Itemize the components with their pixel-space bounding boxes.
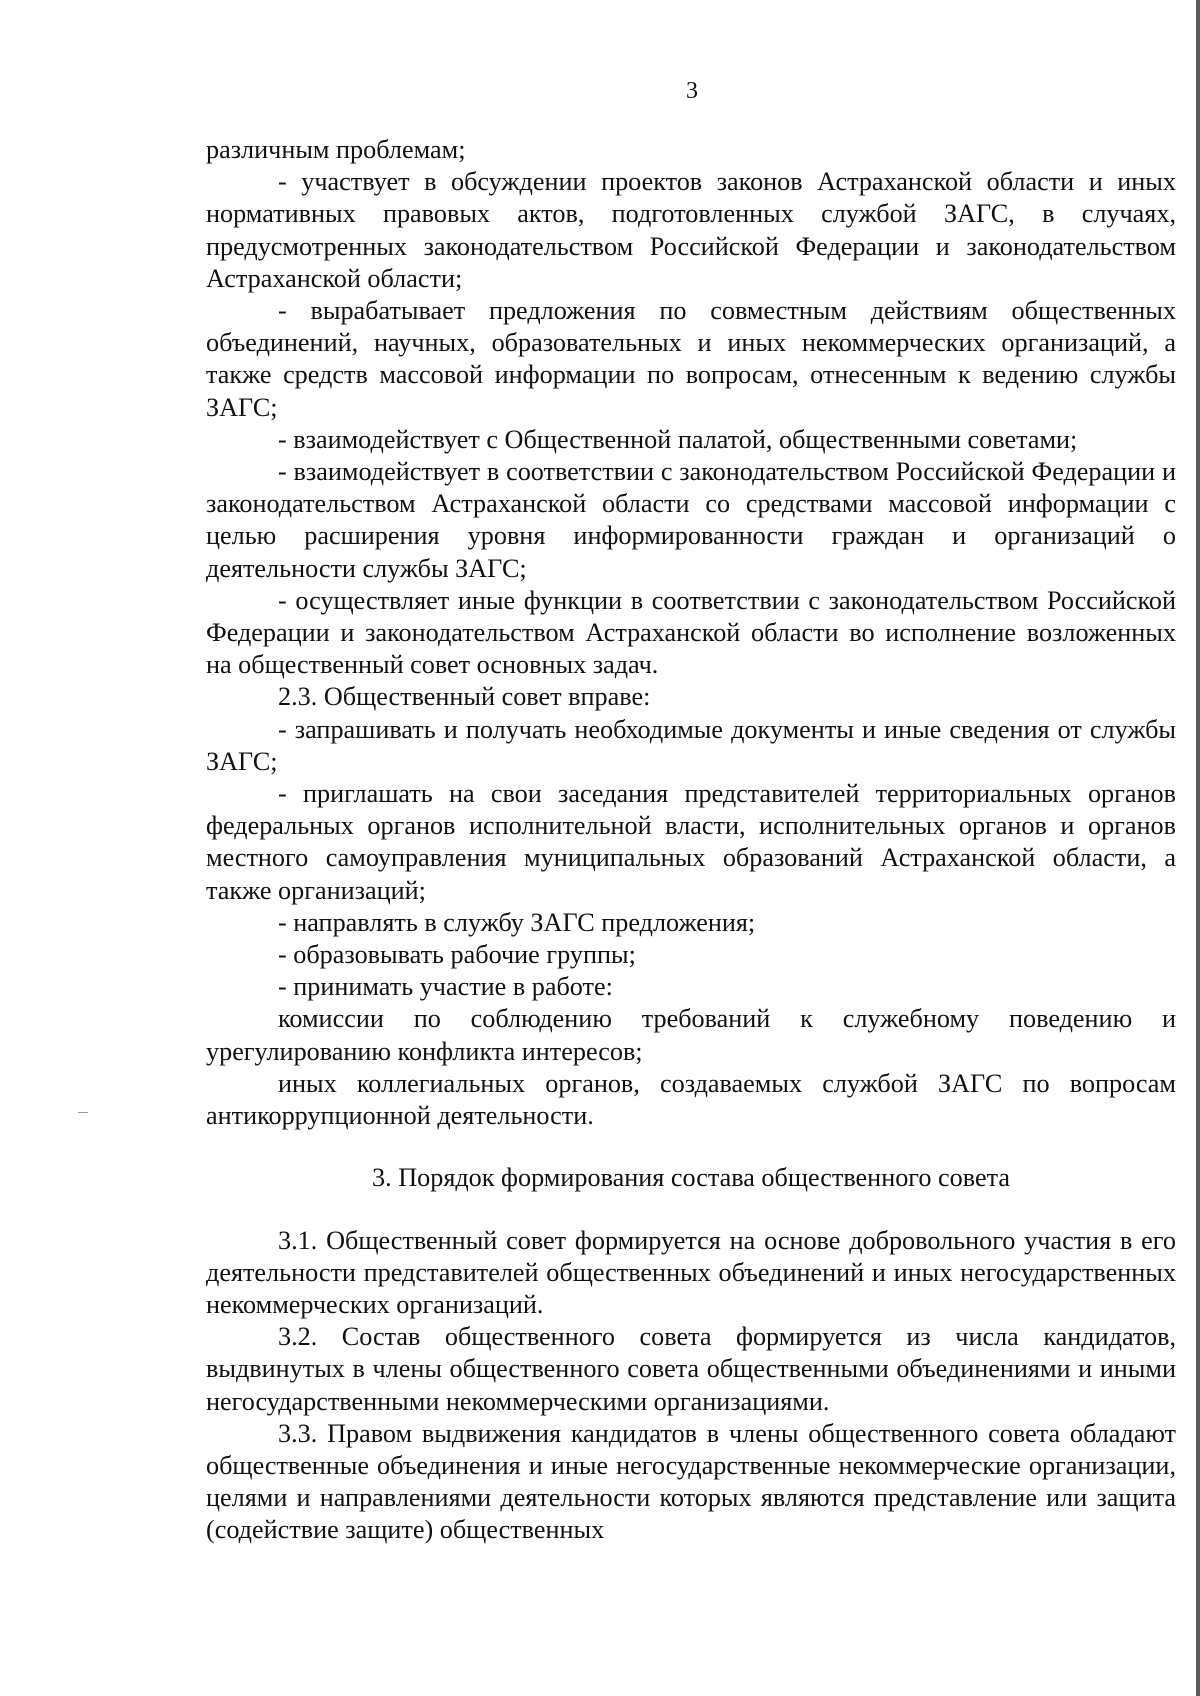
paragraph: - направлять в службу ЗАГС предложения; [278,907,756,937]
paragraph: 3.1. Общественный совет формируется на основе добровольного участия в его деятельности представителей общественных объединений и иных негосударственных некоммерческих организаций. [206,1225,1176,1319]
paragraph: - взаимодействует с Общественной палатой, общественными советами; [278,424,1078,454]
paragraph: - приглашать на свои заседания представителей территориальных органов федеральных органов исполнительной власти, исполнительных органов и органов местного самоуправления муниципальных образований Астраханской области, а также организаций; [206,779,1176,905]
spacer [206,1132,1176,1162]
paragraph: - принимать участие в работе: [278,972,613,1002]
document-body [206,134,1176,1547]
spacer [206,1195,1176,1225]
paragraph: - запрашивать и получать необходимые документы и иные сведения от службы ЗАГС; [206,714,1176,776]
paragraph: - вырабатывает предложения по совместным действиям общественных объединений, научных, образовательных и иных некоммерческих организаций, а также средств массовой информации по вопросам, отнесенным к ведению службы ЗАГС; [206,296,1176,422]
paragraph: иных коллегиальных органов, создаваемых службой ЗАГС по вопросам антикоррупционной деятельности. [206,1068,1176,1131]
section-heading: 3. Порядок формирования состава общественного совета [372,1163,1010,1193]
paragraph: - участвует в обсуждении проектов законов Астраханской области и иных нормативных правовых актов, подготовленных службой ЗАГС, в случаях, предусмотренных законодательством Российской Федерации и законодательством Астраханской области; [206,167,1176,293]
paragraph: - осуществляет иные функции в соответствии с законодательством Российской Федерации и законодательством Астраханской области во исполнение возложенных на общественный совет основных задач. [206,585,1176,680]
paragraph: 2.3. Общественный совет вправе: [278,682,651,712]
scan-edge [1196,0,1200,1696]
paragraph: - образовывать рабочие группы; [278,940,636,970]
page-number: 3 [686,78,698,104]
paragraph: 3.3. Правом выдвижения кандидатов в члены общественного совета обладают общественные объединения и иные негосударственные некоммерческие организации, целями и направлениями деятельности которых являются представление или защита (содействие защите) общественных [206,1418,1176,1545]
scan-mark [78,1112,88,1113]
paragraph: - взаимодействует в соответствии с законодательством Российской Федерации и законодательством Астраханской области со средствами массовой информации с целью расширения уровня информированности граждан и организаций о деятельности службы ЗАГС; [206,457,1176,583]
paragraph: 3.2. Состав общественного совета формируется из числа кандидатов, выдвинутых в члены общественного совета общественными объединениями и иными негосударственными некоммерческими организациями. [206,1322,1176,1416]
paragraph: различным проблемам; [206,135,466,164]
paragraph: комиссии по соблюдению требований к служебному поведению и урегулированию конфликта интересов; [206,1004,1176,1066]
